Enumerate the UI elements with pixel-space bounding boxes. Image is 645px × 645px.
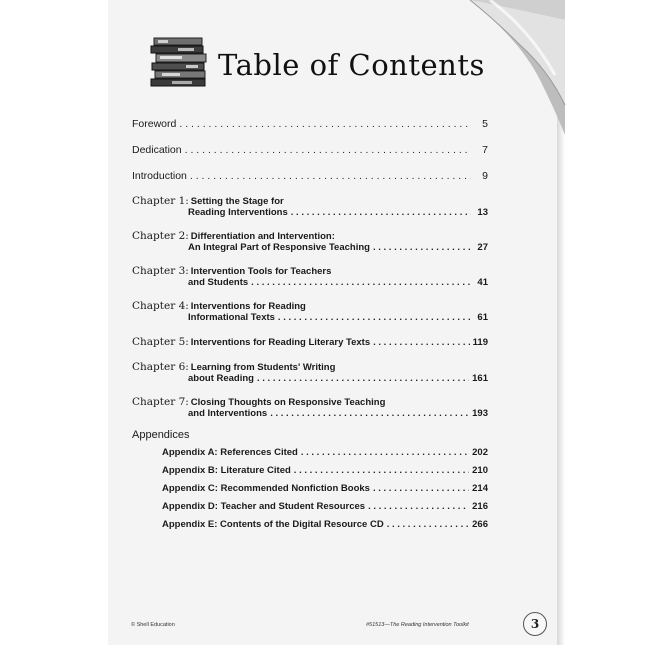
footer-book-title: #51513—The Reading Intervention Toolkit (366, 622, 469, 628)
toc-appendix-b[interactable] (132, 465, 488, 476)
toc-appendix-c[interactable] (132, 483, 488, 494)
appendix-page: 266 (472, 519, 488, 530)
chapter-title-line2: Informational Texts (188, 312, 275, 323)
chapter-title-line1: Closing Thoughts on Responsive Teaching (190, 397, 386, 408)
toc-chapter-2[interactable] (132, 230, 488, 253)
chapter-label: Chapter 3: (132, 265, 189, 277)
dot-leader (257, 373, 469, 384)
entry-page: 9 (482, 170, 488, 182)
toc-appendix-a[interactable] (132, 447, 488, 458)
chapter-page: 119 (472, 337, 488, 348)
dot-leader (291, 207, 471, 218)
appendix-page: 210 (472, 465, 488, 476)
toc-entry-introduction[interactable] (132, 170, 488, 182)
toc-chapter-3[interactable] (132, 265, 488, 288)
appendix-page: 216 (472, 501, 488, 512)
dot-leader (294, 465, 469, 476)
dot-leader (373, 242, 471, 253)
dot-leader (387, 519, 469, 530)
dot-leader (373, 337, 470, 348)
chapter-title-line2: and Students (188, 277, 249, 288)
chapter-title-line2: about Reading (188, 373, 254, 384)
appendix-title: Appendix D: Teacher and Student Resources (162, 501, 366, 512)
dot-leader (270, 408, 469, 419)
chapter-label: Chapter 2: (132, 230, 189, 242)
chapter-label: Chapter 1: (132, 195, 189, 207)
dot-leader (179, 118, 471, 130)
chapter-title-line2: Reading Interventions (188, 207, 288, 218)
entry-title: Introduction (132, 170, 187, 182)
chapter-title-line1: Setting the Stage for (190, 196, 284, 207)
dot-leader (251, 277, 471, 288)
toc-chapter-6[interactable] (132, 361, 488, 384)
appendix-title: Appendix B: Literature Cited (162, 465, 291, 476)
chapter-page: 13 (477, 207, 488, 218)
chapter-title-line1: Interventions for Reading Literary Texts (190, 337, 371, 348)
dot-leader (190, 170, 471, 182)
chapter-page: 41 (477, 277, 488, 288)
toc-entry-foreword[interactable] (132, 118, 488, 130)
dot-leader (185, 144, 471, 156)
appendix-page: 202 (472, 447, 488, 458)
entry-page: 7 (482, 144, 488, 156)
toc-entry-dedication[interactable] (132, 144, 488, 156)
chapter-page: 27 (477, 242, 488, 253)
page-title: Table of Contents (218, 48, 485, 82)
chapter-label: Chapter 4: (132, 300, 189, 312)
entry-title: Foreword (132, 118, 177, 130)
chapter-label: Chapter 6: (132, 361, 189, 373)
dot-leader (301, 447, 469, 458)
appendix-title: Appendix A: References Cited (162, 447, 298, 458)
chapter-title-line1: Interventions for Reading (190, 301, 306, 312)
toc-appendix-d[interactable] (132, 501, 488, 512)
entry-title: Dedication (132, 144, 182, 156)
toc-chapter-1[interactable] (132, 195, 488, 218)
toc-chapter-4[interactable] (132, 300, 488, 323)
chapter-page: 193 (472, 408, 488, 419)
chapter-title-line1: Intervention Tools for Teachers (190, 266, 332, 277)
chapter-title-line2: An Integral Part of Responsive Teaching (188, 242, 370, 253)
chapter-title-line1: Differentiation and Intervention: (190, 231, 335, 242)
entry-page: 5 (482, 118, 488, 130)
chapter-page: 161 (472, 373, 488, 384)
dot-leader (278, 312, 471, 323)
toc-chapter-7[interactable] (132, 396, 488, 419)
book-stack-icon (150, 36, 210, 88)
table-of-contents (132, 118, 488, 530)
chapter-page: 61 (477, 312, 488, 323)
appendix-page: 214 (472, 483, 488, 494)
appendices-heading: Appendices (132, 429, 190, 441)
footer-copyright: © Shell Education (131, 622, 175, 628)
dot-leader (373, 483, 469, 494)
appendix-title: Appendix C: Recommended Nonfiction Books (162, 483, 370, 494)
chapter-label: Chapter 7: (132, 396, 189, 408)
dot-leader (368, 501, 469, 512)
chapter-label: Chapter 5: (132, 336, 189, 348)
toc-appendix-e[interactable] (132, 519, 488, 530)
appendix-title: Appendix E: Contents of the Digital Resource CD (162, 519, 384, 530)
toc-chapter-5[interactable] (132, 336, 488, 348)
page-number-badge: 3 (523, 612, 547, 636)
chapter-title-line1: Learning from Students' Writing (190, 362, 336, 373)
chapter-title-line2: and Interventions (188, 408, 268, 419)
